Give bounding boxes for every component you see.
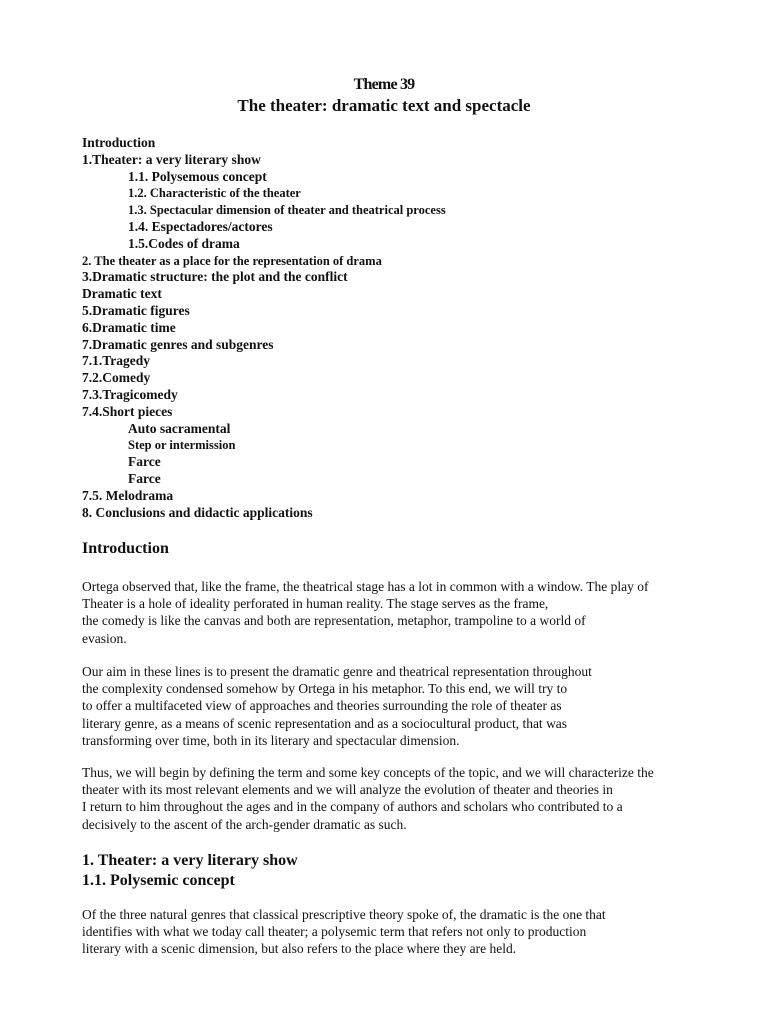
toc-item: 8. Conclusions and didactic applications <box>82 504 313 520</box>
text-line: Ortega observed that, like the frame, the theatrical stage has a lot in common with a window. The play of <box>82 579 649 594</box>
text-line: Of the three natural genres that classical prescriptive theory spoke of, the dramatic is the one that <box>82 907 606 922</box>
text-line: evasion. <box>82 630 127 646</box>
table-of-contents <box>82 135 722 521</box>
toc-item: 2. The theater as a place for the representation of drama <box>82 253 382 268</box>
toc-item: Step or intermission <box>128 438 236 453</box>
toc-item: 1.4. Espectadores/actores <box>128 218 273 234</box>
text-line: Theater is a hole of ideality perforated in human reality. The stage serves as the frame, <box>82 596 549 612</box>
paragraph-1 <box>82 578 710 647</box>
paragraph-4 <box>82 906 710 958</box>
text-line: Thus, we will begin by defining the term and some key concepts of the topic, and we will characterize the <box>82 765 654 780</box>
toc-item: 7.3.Tragicomedy <box>82 386 178 402</box>
text-line: Our aim in these lines is to present the dramatic genre and theatrical representation throughout <box>82 664 592 679</box>
toc-item: 7.4.Short pieces <box>82 403 173 419</box>
text-line: transforming over time, both in its literary and spectacular dimension. <box>82 732 460 748</box>
text-line: literary with a scenic dimension, but also refers to the place where they are held. <box>82 941 517 957</box>
section-heading: 1. Theater: a very literary show <box>82 852 298 869</box>
toc-item: 1.1. Polysemous concept <box>128 168 267 184</box>
subsection-heading: 1.1. Polysemic concept <box>82 872 235 889</box>
paragraph-2 <box>82 663 710 749</box>
toc-item: 7.2.Comedy <box>82 370 151 386</box>
text-line: theater with its most relevant elements and we will analyze the evolution of theater and theories in <box>82 782 613 798</box>
text-line: the comedy is like the canvas and both are representation, metaphor, trampoline to a world of <box>82 613 586 629</box>
text-line: to offer a multifaceted view of approaches and theories surrounding the role of theater as <box>82 698 562 714</box>
toc-item: 5.Dramatic figures <box>82 302 190 318</box>
toc-item: 1.3. Spectacular dimension of theater and theatrical process <box>128 203 446 218</box>
toc-item: Introduction <box>82 135 156 150</box>
text-line: identifies with what we today call theater; a polysemic term that refers not only to production <box>82 924 587 940</box>
introduction-heading: Introduction <box>82 540 169 557</box>
toc-item: Dramatic text <box>82 286 162 302</box>
text-line: I return to him throughout the ages and in the company of authors and scholars who contributed to a <box>82 799 623 815</box>
toc-item: 1.5.Codes of drama <box>128 235 240 251</box>
text-line: literary genre, as a means of scenic representation and as a sociocultural product, that was <box>82 715 568 731</box>
toc-item: Farce <box>128 454 161 470</box>
toc-item: 1.Theater: a very literary show <box>82 151 261 167</box>
text-line: decisively to the ascent of the arch-gender dramatic as such. <box>82 816 407 832</box>
toc-item: 7.5. Melodrama <box>82 487 174 503</box>
toc-item: 3.Dramatic structure: the plot and the conflict <box>82 269 348 285</box>
toc-item: 1.2. Characteristic of the theater <box>128 186 301 201</box>
toc-item: Auto sacramental <box>128 420 231 436</box>
paragraph-3 <box>82 764 710 833</box>
toc-item: 7.Dramatic genres and subgenres <box>82 336 274 352</box>
theme-number: Theme 39 <box>353 76 415 93</box>
toc-item: Farce <box>128 470 161 486</box>
toc-item: 6.Dramatic time <box>82 319 176 335</box>
document-title: The theater: dramatic text and spectacle <box>237 96 531 115</box>
text-line: the complexity condensed somehow by Ortega in his metaphor. To this end, we will try to <box>82 681 568 697</box>
toc-item: 7.1.Tragedy <box>82 353 150 369</box>
